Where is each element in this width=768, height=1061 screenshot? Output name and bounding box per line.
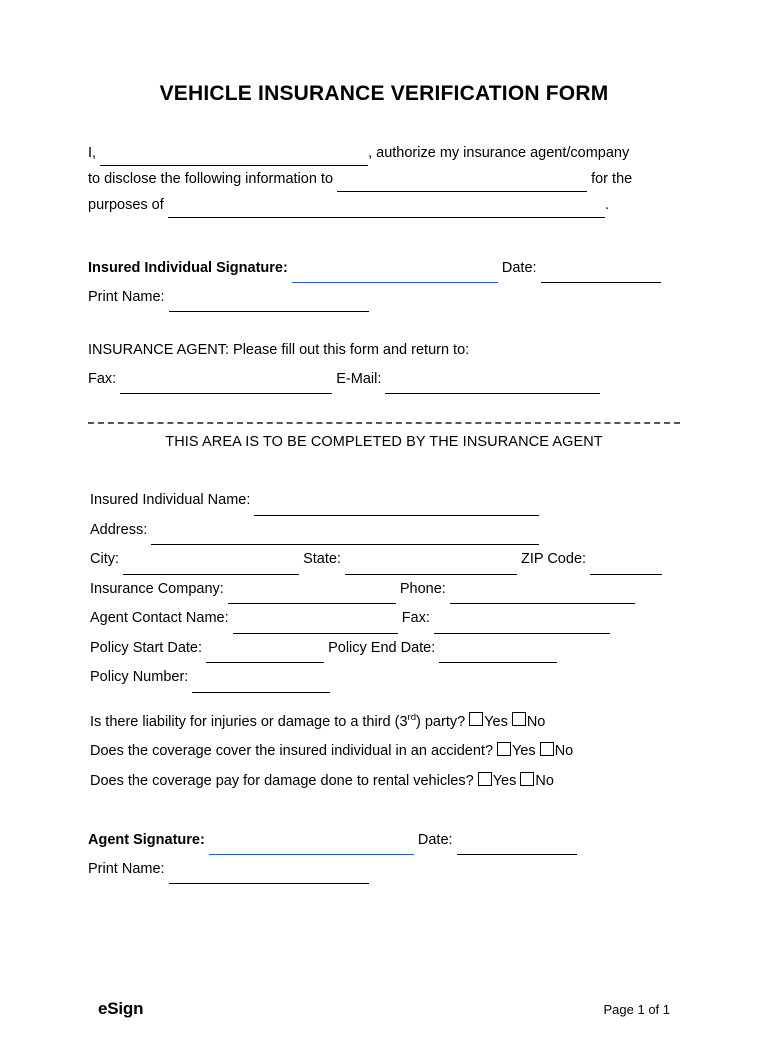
insured-print-name-blank[interactable]	[169, 296, 369, 312]
insurance-company-blank[interactable]	[228, 588, 396, 604]
agent-instruction-line: INSURANCE AGENT: Please fill out this form and return to:	[88, 342, 470, 358]
question-accident-no-label: No	[554, 743, 574, 760]
agent-signature-row	[88, 826, 680, 855]
intro-paragraph	[88, 140, 680, 218]
agent-fax-label: Fax:	[401, 610, 430, 626]
insured-signature-row	[88, 254, 680, 283]
question-accident-yes-checkbox[interactable]	[497, 742, 511, 756]
state-label: State:	[303, 551, 341, 567]
phone-blank[interactable]	[450, 588, 635, 604]
questions-block	[90, 703, 680, 797]
insured-date-label: Date:	[501, 260, 537, 276]
document-page	[0, 82, 768, 1061]
disclose-to-blank[interactable]	[337, 176, 587, 192]
insured-print-name-row	[88, 283, 680, 312]
agent-print-name-blank[interactable]	[169, 868, 369, 884]
field-agent-contact-fax	[90, 604, 680, 634]
question-rental-text: Does the coverage pay for damage done to rental vehicles?	[90, 773, 474, 790]
question-liability-text-after: ) party?	[416, 713, 466, 730]
phone-label: Phone:	[399, 580, 446, 597]
intro-text-5: purposes of	[88, 197, 164, 213]
question-accident-no-checkbox[interactable]	[540, 742, 554, 756]
city-label: City:	[90, 551, 119, 567]
return-email-blank[interactable]	[385, 378, 600, 394]
agent-signature-label: Agent Signature	[88, 832, 200, 849]
question-rental-no-label: No	[535, 773, 554, 790]
agent-signature-colon: :	[199, 832, 205, 849]
authorizer-name-blank[interactable]	[100, 150, 368, 166]
state-blank[interactable]	[345, 559, 517, 575]
question-liability-text-before: Is there liability for injuries or damage to a third (3	[90, 713, 408, 730]
intro-text-1: I,	[88, 145, 97, 161]
policy-number-blank[interactable]	[192, 677, 330, 693]
agent-date-label: Date:	[417, 832, 453, 849]
agent-signature-blank[interactable]	[209, 839, 414, 855]
question-liability-no-checkbox[interactable]	[512, 712, 526, 726]
return-fax-label: Fax:	[88, 371, 117, 387]
question-rental-damage	[90, 766, 680, 796]
agent-fax-blank[interactable]	[434, 618, 610, 634]
field-policy-number	[90, 663, 680, 693]
insured-name-label: Insured Individual Name:	[90, 492, 251, 508]
section-divider	[88, 422, 680, 424]
insured-print-name-label: Print Name:	[88, 289, 165, 305]
question-liability-yes-checkbox[interactable]	[469, 712, 483, 726]
question-accident-yes-label: Yes	[512, 743, 536, 760]
zip-label: ZIP Code:	[521, 551, 587, 567]
purposes-blank[interactable]	[168, 202, 605, 218]
page-footer	[0, 999, 768, 1019]
policy-start-date-blank[interactable]	[206, 647, 324, 663]
page-title: VEHICLE INSURANCE VERIFICATION FORM	[159, 82, 609, 105]
address-blank[interactable]	[151, 529, 539, 545]
policy-end-date-label: Policy End Date:	[328, 639, 436, 656]
agent-contact-name-blank[interactable]	[233, 618, 398, 634]
question-liability-no-label: No	[526, 713, 546, 730]
policy-start-date-label: Policy Start Date:	[90, 639, 203, 656]
intro-text-4: for the	[591, 171, 633, 187]
question-liability-sup: rd	[407, 711, 416, 723]
insured-signature-block	[88, 254, 680, 312]
zip-blank[interactable]	[590, 559, 662, 575]
insured-date-blank[interactable]	[541, 267, 661, 283]
agent-fields	[90, 486, 680, 796]
field-city-state-zip	[90, 545, 680, 575]
question-rental-yes-label: Yes	[492, 773, 517, 790]
field-company-phone	[90, 575, 680, 605]
question-rental-yes-checkbox[interactable]	[478, 772, 492, 786]
address-label: Address:	[90, 521, 148, 538]
page-number: Page 1 of 1	[603, 1002, 670, 1017]
intro-text-2: , authorize my insurance agent/company	[368, 145, 630, 161]
insurance-company-label: Insurance Company:	[90, 580, 224, 597]
policy-end-date-blank[interactable]	[439, 647, 557, 663]
agent-print-name-row	[88, 855, 680, 884]
question-rental-no-checkbox[interactable]	[520, 772, 534, 786]
field-insured-name	[90, 486, 680, 516]
question-liability	[90, 703, 680, 737]
insured-signature-colon: :	[282, 260, 288, 276]
insured-name-blank[interactable]	[254, 500, 539, 516]
brand-logo: eSign	[98, 999, 144, 1018]
agent-contact-name-label: Agent Contact Name:	[90, 610, 229, 626]
agent-date-blank[interactable]	[457, 839, 577, 855]
city-blank[interactable]	[123, 559, 299, 575]
intro-text-6: .	[604, 197, 609, 213]
return-fax-blank[interactable]	[120, 378, 332, 394]
policy-number-label: Policy Number:	[90, 669, 189, 685]
intro-text-3: to disclose the following information to	[88, 171, 334, 187]
agent-area-header: THIS AREA IS TO BE COMPLETED BY THE INSURANCE AGENT	[165, 434, 603, 450]
field-policy-dates	[90, 634, 680, 664]
agent-instruction-block	[88, 336, 680, 394]
agent-signature-block	[88, 826, 680, 884]
insured-signature-label: Insured Individual Signature	[88, 260, 283, 276]
agent-return-row	[88, 365, 680, 394]
question-liability-yes-label: Yes	[484, 713, 508, 730]
return-email-label: E-Mail:	[336, 371, 382, 387]
field-address	[90, 516, 680, 546]
agent-print-name-label: Print Name:	[88, 861, 165, 878]
insured-signature-blank[interactable]	[292, 267, 498, 283]
question-accident-coverage	[90, 736, 680, 766]
question-accident-text: Does the coverage cover the insured individual in an accident?	[90, 743, 494, 760]
